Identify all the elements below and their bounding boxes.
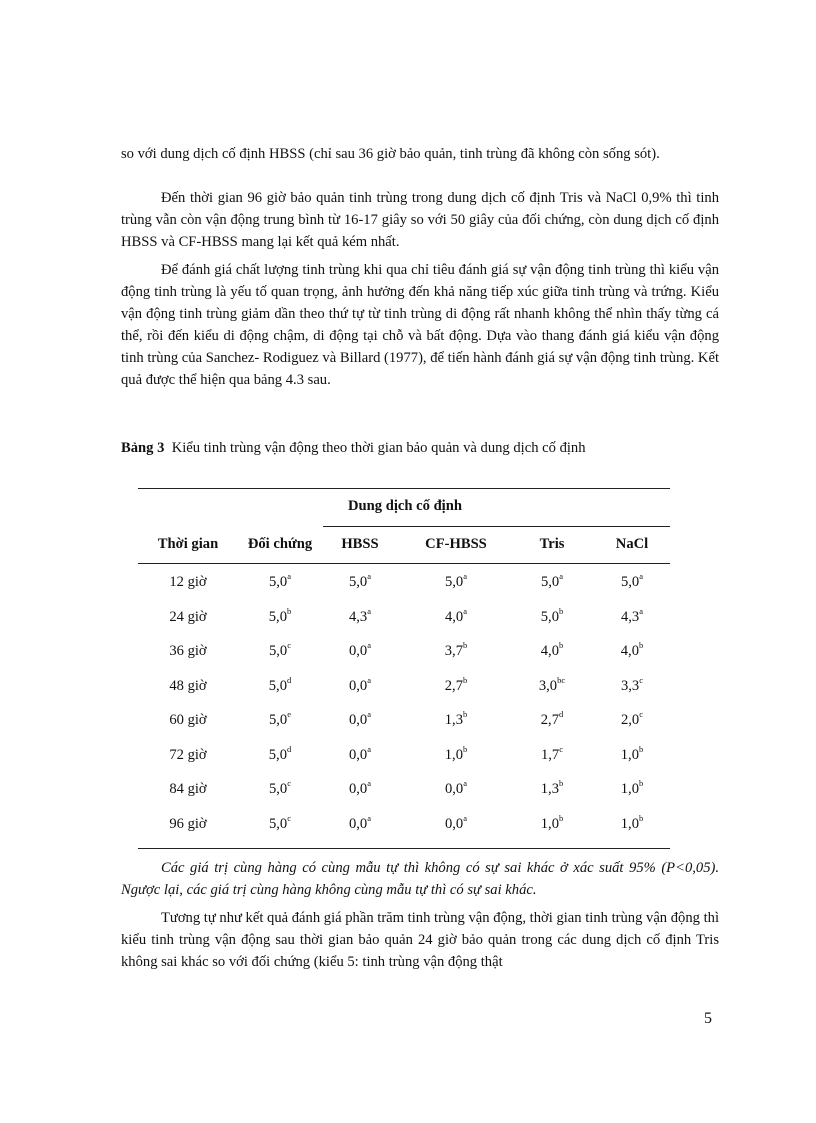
table-cell-value bbox=[230, 812, 330, 833]
cell-superscript: a bbox=[463, 571, 468, 581]
cell-value: 0,0 bbox=[444, 781, 464, 797]
table-cell-value bbox=[406, 812, 506, 833]
cell-superscript: a bbox=[639, 605, 644, 616]
cell-value: 1,0 bbox=[540, 815, 559, 832]
table-cell-value bbox=[230, 605, 330, 626]
cell-value: 1,3 bbox=[540, 781, 559, 797]
cell-superscript: b bbox=[639, 812, 644, 823]
table-caption bbox=[121, 438, 721, 458]
table-cell-time: 36 giờ bbox=[169, 643, 207, 659]
cell-value: 5,0 bbox=[268, 574, 288, 590]
table-cell-value bbox=[320, 640, 400, 660]
table-cell-value bbox=[592, 743, 672, 764]
cell-value: 5,0 bbox=[268, 712, 288, 728]
table-note: Các giá trị cùng hàng có cùng mẫu tự thì không có sự sai khác ở xác suất 95% (P<0,05). Ngược lại, các giá trị cùng hàng không cùng mẫu tự thì có sự sai khác. bbox=[121, 860, 719, 898]
header-time: Thời gian bbox=[157, 536, 219, 552]
cell-superscript: c bbox=[639, 674, 644, 685]
table-caption-label: Bảng 3 bbox=[121, 440, 165, 456]
table-cell-value bbox=[592, 571, 672, 591]
table-cell-value bbox=[230, 571, 330, 591]
page-number: 5 bbox=[704, 1010, 712, 1027]
table-cell-value bbox=[230, 640, 330, 660]
table-cell-value bbox=[406, 778, 506, 798]
cell-value: 0,0 bbox=[348, 677, 368, 694]
table-cell-value bbox=[406, 605, 506, 626]
paragraph-4: Tương tự như kết quả đánh giá phần trăm tinh trùng vận động, thời gian tinh trùng vận động thì kiểu tinh trùng vận động sau thời gian bảo quản 24 giờ bảo quản trong các dung dịch cố định Tris không sai khác so với đối chứng (kiểu 5: tinh trùng vận động thật bbox=[121, 910, 719, 970]
cell-superscript: c bbox=[639, 709, 644, 719]
cell-superscript: a bbox=[367, 571, 372, 581]
table-cell-time: 84 giờ bbox=[169, 781, 207, 797]
cell-superscript: d bbox=[287, 743, 292, 754]
group-header: Dung dịch cố định bbox=[348, 498, 462, 514]
table-cell-value bbox=[320, 778, 400, 798]
cell-superscript: b bbox=[639, 778, 644, 788]
cell-superscript: a bbox=[463, 778, 468, 788]
cell-value: 5,0 bbox=[540, 608, 559, 625]
table-cell-time: 60 giờ bbox=[169, 712, 207, 728]
table-cell-value bbox=[320, 812, 400, 833]
paragraph-2: Đến thời gian 96 giờ bảo quản tinh trùng trong dung dịch cố định Tris và NaCl 0,9% thì tinh trùng vẫn còn vận động trung bình từ 16-17 giây so với 50 giây của đối chứng, còn dung dịch cố định HBSS và CF-HBSS mang lại kết quả kém nhất. bbox=[121, 190, 719, 250]
cell-superscript: a bbox=[367, 743, 372, 754]
table-cell-value bbox=[512, 571, 592, 591]
cell-superscript: b bbox=[287, 605, 292, 616]
table-cell-time: 48 giờ bbox=[169, 677, 207, 694]
paragraph-1: so với dung dịch cố định HBSS (chỉ sau 36 giờ bảo quản, tinh trùng đã không còn sống sót). bbox=[121, 146, 660, 162]
cell-value: 5,0 bbox=[620, 574, 640, 590]
table-cell-value bbox=[592, 778, 672, 798]
table-cell-value bbox=[320, 709, 400, 729]
table-cell-value bbox=[512, 709, 592, 729]
cell-value: 5,0 bbox=[268, 608, 287, 625]
cell-superscript: a bbox=[287, 571, 292, 581]
cell-value: 0,0 bbox=[348, 781, 368, 797]
table-cell-value bbox=[406, 571, 506, 591]
cell-value: 0,0 bbox=[348, 643, 368, 659]
table-cell-value bbox=[512, 605, 592, 626]
table-bottom-rule bbox=[138, 848, 670, 849]
cell-value: 5,0 bbox=[268, 643, 288, 659]
cell-superscript: a bbox=[559, 571, 564, 581]
cell-superscript: a bbox=[367, 778, 372, 788]
cell-value: 5,0 bbox=[268, 781, 288, 797]
header-cf-hbss: CF-HBSS bbox=[425, 536, 487, 552]
cell-superscript: b bbox=[463, 674, 468, 685]
cell-value: 5,0 bbox=[348, 574, 368, 590]
cell-value: 0,0 bbox=[348, 712, 368, 728]
table-cell-value bbox=[320, 743, 400, 764]
cell-value: 1,0 bbox=[620, 746, 639, 763]
table-cell-value bbox=[592, 674, 672, 695]
cell-superscript: a bbox=[463, 605, 468, 616]
table-cell-value bbox=[406, 640, 506, 660]
table-cell-value bbox=[230, 674, 330, 695]
table-caption-text: Kiểu tinh trùng vận động theo thời gian bảo quản và dung dịch cố định bbox=[171, 440, 586, 456]
cell-value: 1,7 bbox=[540, 746, 560, 763]
cell-value: 1,0 bbox=[444, 746, 463, 763]
cell-value: 0,0 bbox=[348, 746, 368, 763]
cell-superscript: b bbox=[639, 743, 644, 754]
cell-value: 1,0 bbox=[620, 781, 639, 797]
cell-superscript: b bbox=[559, 778, 564, 788]
cell-superscript: a bbox=[639, 571, 644, 581]
header-hbss: HBSS bbox=[341, 536, 379, 552]
cell-superscript: a bbox=[367, 812, 372, 823]
cell-superscript: bc bbox=[557, 674, 566, 685]
table-cell-value bbox=[230, 709, 330, 729]
paragraph-3: Để đánh giá chất lượng tinh trùng khi qua chỉ tiêu đánh giá sự vận động tinh trùng thì kiểu vận động tinh trùng là yếu tố quan trọng, ảnh hưởng đến khả năng tiếp xúc giữa tinh trùng và trứng. Kiểu vận động tinh trùng giảm dần theo thứ tự từ tinh trùng di động rất nhanh không thể nhìn thấy từng cá thể, rồi đến kiểu di động chậm, di động tại chỗ và bất động. Dựa vào thang đánh giá kiểu vận động tinh trùng của Sanchez- Rodiguez và Billard (1977), để tiến hành đánh giá sự vận động tinh trùng. Kết quả được thể hiện qua bảng 4.3 sau. bbox=[121, 262, 720, 388]
table-cell-value bbox=[320, 674, 400, 695]
table-cell-time: 96 giờ bbox=[169, 815, 207, 832]
cell-value: 4,0 bbox=[540, 643, 559, 659]
table-cell-time: 24 giờ bbox=[169, 608, 207, 625]
cell-superscript: c bbox=[559, 743, 564, 754]
cell-value: 5,0 bbox=[444, 574, 464, 590]
cell-value: 4,3 bbox=[620, 608, 640, 625]
table-cell-value bbox=[592, 640, 672, 660]
table-cell-value bbox=[512, 812, 592, 833]
table-cell-value bbox=[512, 743, 592, 764]
cell-superscript: b bbox=[559, 812, 564, 823]
cell-value: 0,0 bbox=[444, 815, 464, 832]
cell-value: 3,3 bbox=[620, 677, 640, 694]
cell-superscript: b bbox=[463, 743, 468, 754]
table-cell-value bbox=[230, 743, 330, 764]
cell-value: 4,0 bbox=[444, 608, 464, 625]
header-tris: Tris bbox=[539, 536, 565, 552]
cell-value: 3,7 bbox=[444, 643, 463, 659]
table-cell-value bbox=[406, 674, 506, 695]
cell-superscript: b bbox=[463, 709, 468, 719]
cell-superscript: d bbox=[287, 674, 292, 685]
cell-superscript: a bbox=[367, 640, 372, 650]
table-cell-value bbox=[320, 571, 400, 591]
table-cell-value bbox=[592, 709, 672, 729]
table-cell-time: 12 giờ bbox=[169, 574, 207, 590]
cell-value: 4,0 bbox=[620, 643, 639, 659]
cell-superscript: a bbox=[367, 605, 372, 616]
cell-value: 5,0 bbox=[268, 746, 287, 763]
cell-superscript: c bbox=[287, 778, 292, 788]
cell-value: 4,3 bbox=[348, 608, 368, 625]
cell-value: 0,0 bbox=[348, 815, 368, 832]
table-cell-value bbox=[592, 812, 672, 833]
header-rule bbox=[138, 563, 670, 564]
table-cell-value bbox=[230, 778, 330, 798]
table-cell-value bbox=[512, 640, 592, 660]
cell-value: 3,0 bbox=[538, 677, 558, 694]
cell-superscript: b bbox=[559, 605, 564, 616]
cell-superscript: d bbox=[559, 709, 564, 719]
header-nacl: NaCl bbox=[615, 536, 649, 552]
cell-superscript: b bbox=[559, 640, 564, 650]
table-cell-value bbox=[512, 778, 592, 798]
cell-superscript: c bbox=[287, 812, 292, 823]
cell-superscript: a bbox=[367, 709, 372, 719]
cell-superscript: a bbox=[367, 674, 372, 685]
cell-value: 2,7 bbox=[540, 712, 559, 728]
table-cell-value bbox=[406, 743, 506, 764]
group-header-rule bbox=[323, 526, 670, 527]
cell-value: 5,0 bbox=[540, 574, 560, 590]
table-cell-time: 72 giờ bbox=[169, 746, 207, 763]
cell-value: 5,0 bbox=[268, 815, 288, 832]
table-cell-value bbox=[320, 605, 400, 626]
table-cell-value bbox=[512, 674, 592, 695]
table-top-rule bbox=[138, 488, 670, 489]
table-cell-value bbox=[406, 709, 506, 729]
table-cell-value bbox=[592, 605, 672, 626]
cell-value: 2,0 bbox=[620, 712, 640, 728]
cell-superscript: e bbox=[287, 709, 292, 719]
cell-value: 1,3 bbox=[444, 712, 463, 728]
cell-superscript: a bbox=[463, 812, 468, 823]
cell-superscript: b bbox=[463, 640, 468, 650]
cell-value: 2,7 bbox=[444, 677, 463, 694]
cell-value: 1,0 bbox=[620, 815, 639, 832]
cell-superscript: c bbox=[287, 640, 292, 650]
cell-superscript: b bbox=[639, 640, 644, 650]
cell-value: 5,0 bbox=[268, 677, 287, 694]
header-control: Đối chứng bbox=[247, 536, 313, 552]
